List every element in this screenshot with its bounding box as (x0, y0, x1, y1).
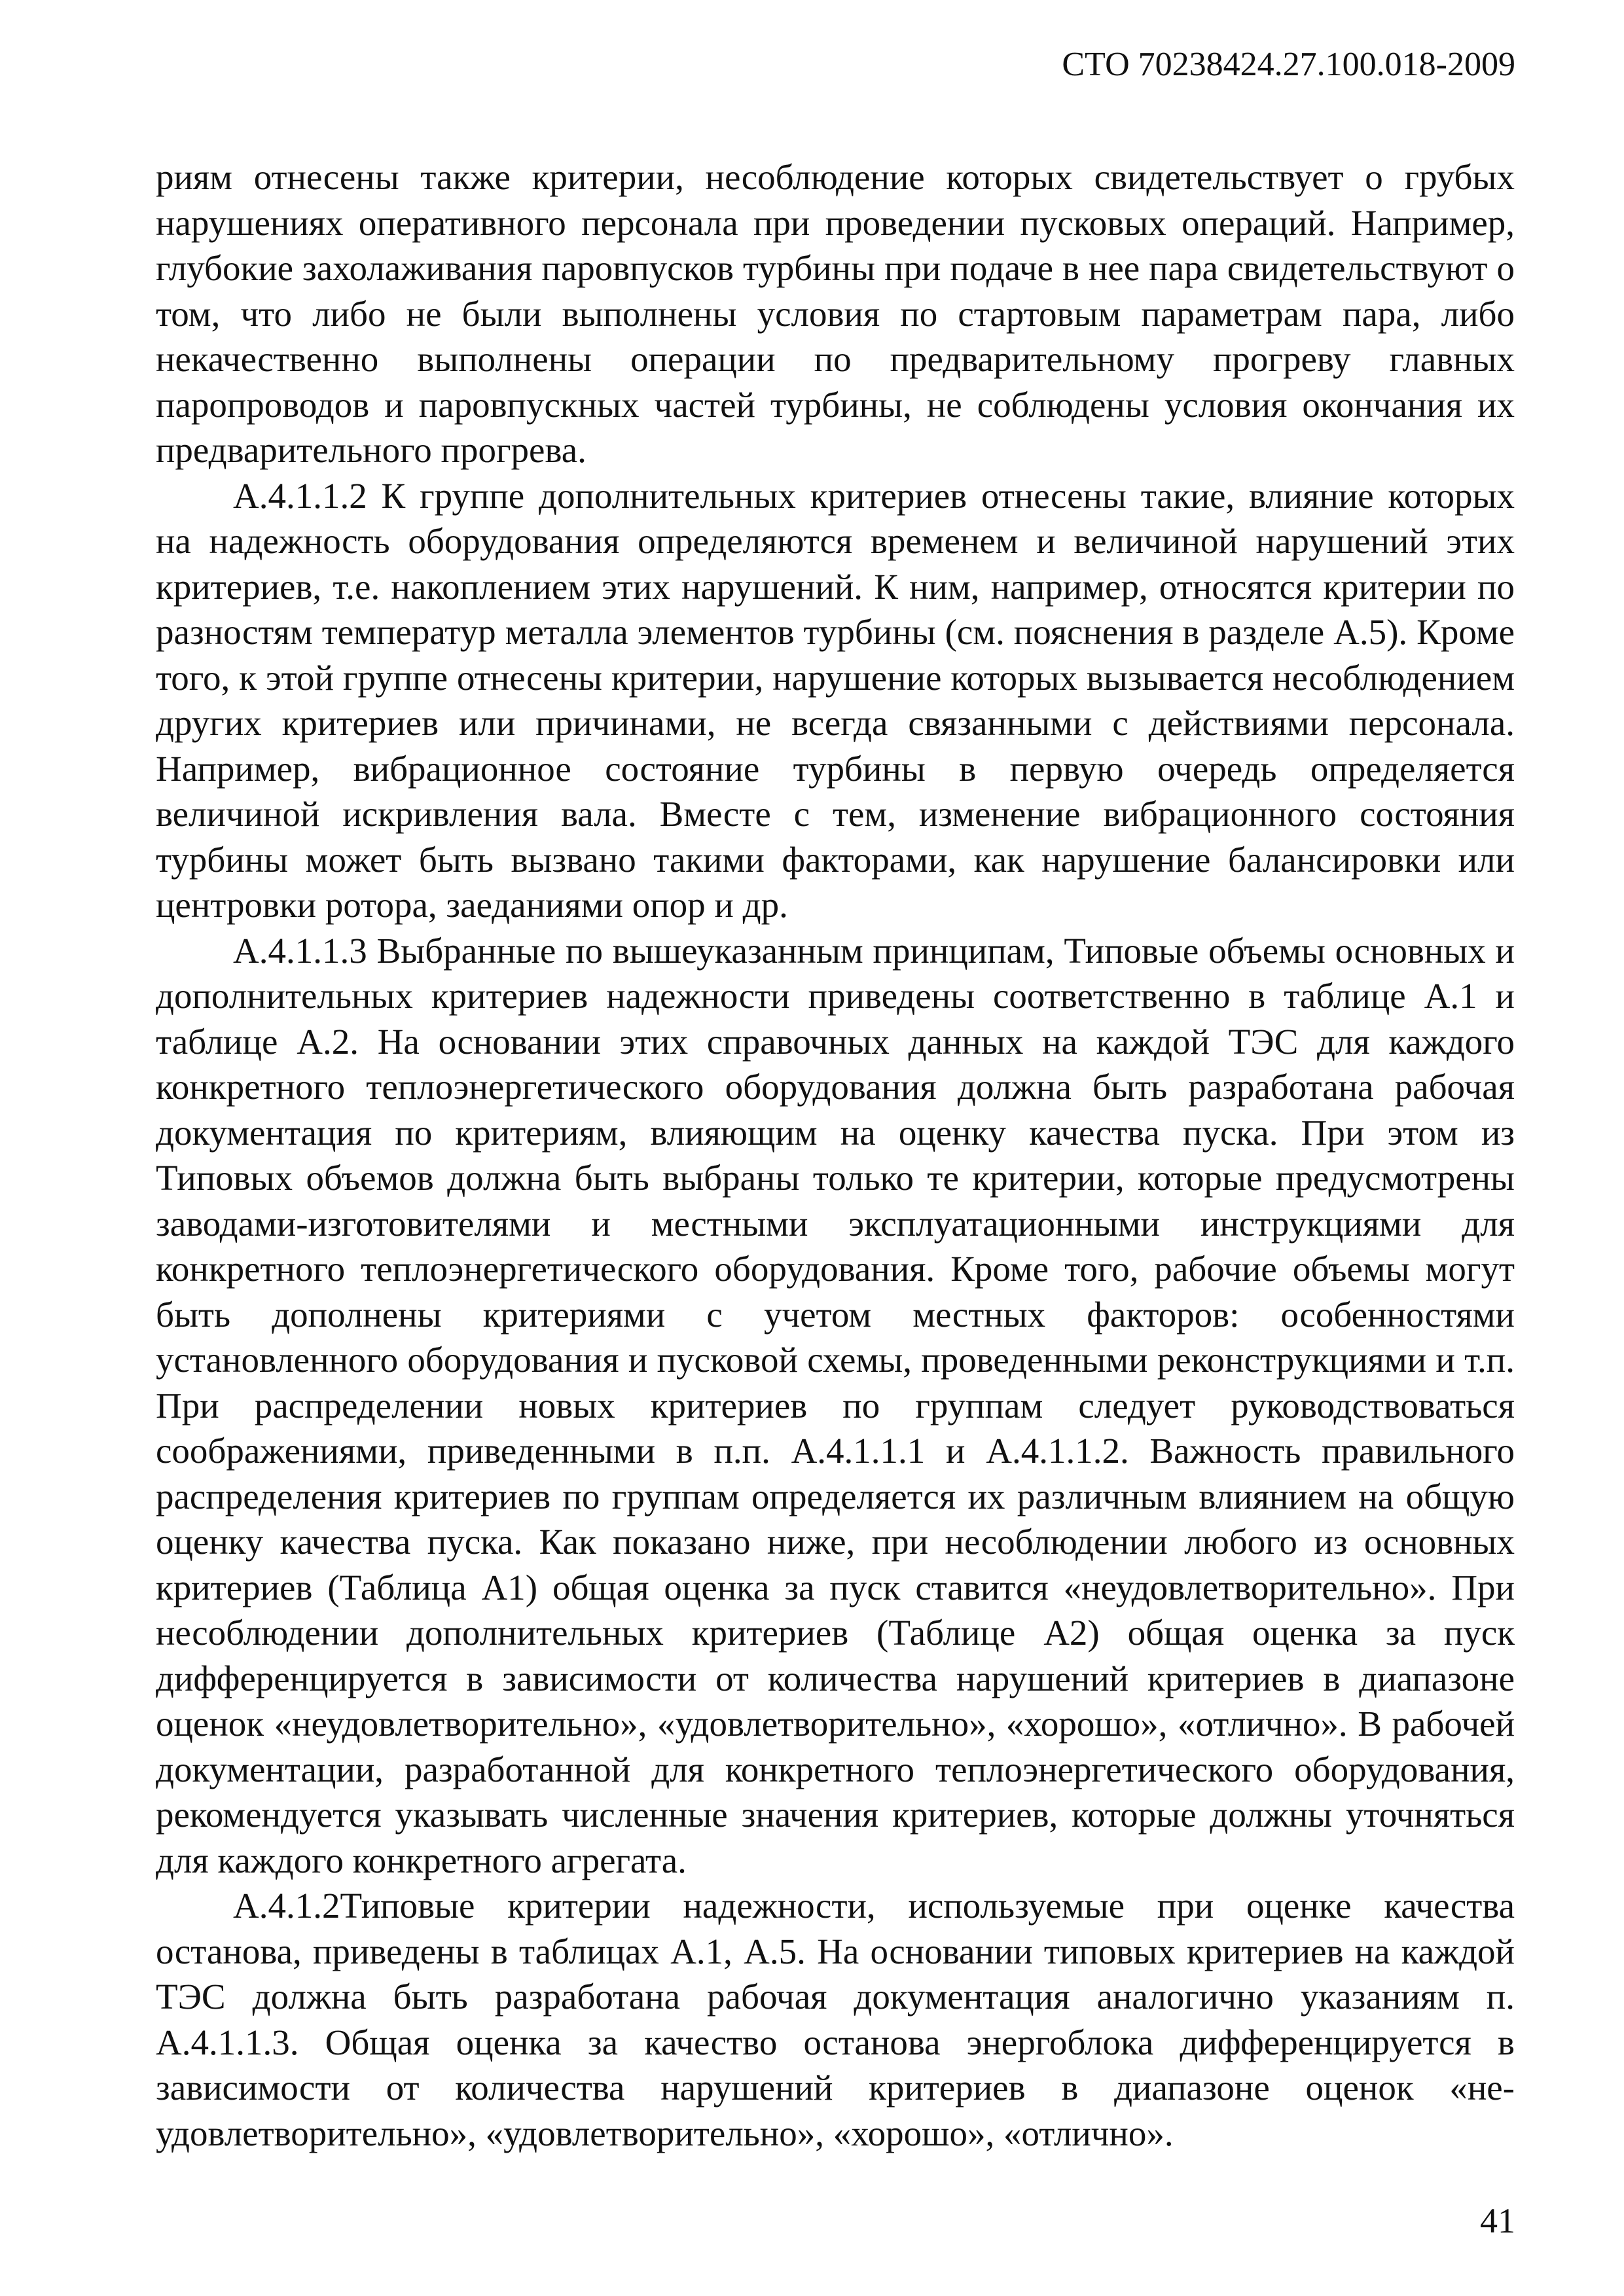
paragraph-continuation: риям отнесены также критерии, несоблюдение которых свидетельствует о грубых нарушениях оперативного персонала при проведении пусковых операций. Например, глубокие захолаживания паровпусков турбины при подаче в нее пара свидетельствуют о том, что либо не были выполнены условия по стартовым параметрам пара, либо некачественно выполнены операции по предварительному прогреву главных паропроводов и паровпускных частей турбины, не соблюдены условия окончания их предварительного прогрева. (156, 157, 1515, 470)
body-text (156, 154, 1515, 2156)
document-code-header: СТО 70238424.27.100.018-2009 (1062, 46, 1515, 83)
page-number: 41 (1480, 2201, 1515, 2240)
paragraph-a-4-1-2: А.4.1.2Типовые критерии надежности, используемые при оценке качества останова, приведены в таблицах А.1, А.5. На основании типовых критериев на каждой ТЭС должна быть разработана рабочая документация аналогично указаниям п. А.4.1.1.3. Общая оценка за качество останова энергоблока дифференцируется в зависимости от количества нарушений критериев в диапазоне оценок «неудовлетворительно», «удовлетворительно», «хорошо», «отлично». (156, 1886, 1515, 2153)
paragraph-a-4-1-1-2: А.4.1.1.2 К группе дополнительных критериев отнесены такие, влияние которых на надежность оборудования определяются временем и величиной нарушений этих критериев, т.е. накоплением этих нарушений. К ним, например, относятся критерии по разностям температур металла элементов турбины (см. пояснения в разделе А.5). Кроме того, к этой группе отнесены критерии, нарушение которых вызывается несоблюдением других критериев или причинами, не всегда связанными с действиями персонала. Например, вибрационное состояние турбины в первую очередь определяется величиной искривления вала. Вместе с тем, изменение вибрационного состояния турбины может быть вызвано такими факторами, как нарушение балансировки или центровки ротора, заеданиями опор и др. (156, 475, 1515, 925)
paragraph-a-4-1-1-3: А.4.1.1.3 Выбранные по вышеуказанным принципам, Типовые объемы основных и дополнительных критериев надежности приведены соответственно в таблице А.1 и таблице А.2. На основании этих справочных данных на каждой ТЭС для каждого конкретного теплоэнергетического оборудования должна быть разработана рабочая документация по критериям, влияющим на оценку качества пуска. При этом из Типовых объемов должна быть выбраны только те критерии, которые предусмотрены заводами-изготовителями и местными эксплуатационными инструкциями для конкретного теплоэнергетического оборудования. Кроме того, рабочие объемы могут быть дополнены критериями с учетом местных факторов: особенностями установленного оборудования и пусковой схемы, проведенными реконструкциями и т.п. При распределении новых критериев по группам следует руководствоваться соображениями, приведенными в п.п. А.4.1.1.1 и А.4.1.1.2. Важность правильного распределения критериев по группам определяется их различным влиянием на общую оценку качества пуска. Как показано ниже, при несоблюдении любого из основных критериев (Таблица А1) общая оценка за пуск ставится «неудовлетворительно». При несоблюдении дополнительных критериев (Таблице А2) общая оценка за пуск дифференцируется в зависимости от количества нарушений критериев в диапазоне оценок «неудовлетворительно», «удовлетворительно», «хорошо», «отлично». В рабочей документации, разработанной для конкретного теплоэнергетического оборудования, рекомендуется указывать численные значения критериев, которые должны уточняться для каждого конкретного агрегата. (156, 930, 1515, 1880)
